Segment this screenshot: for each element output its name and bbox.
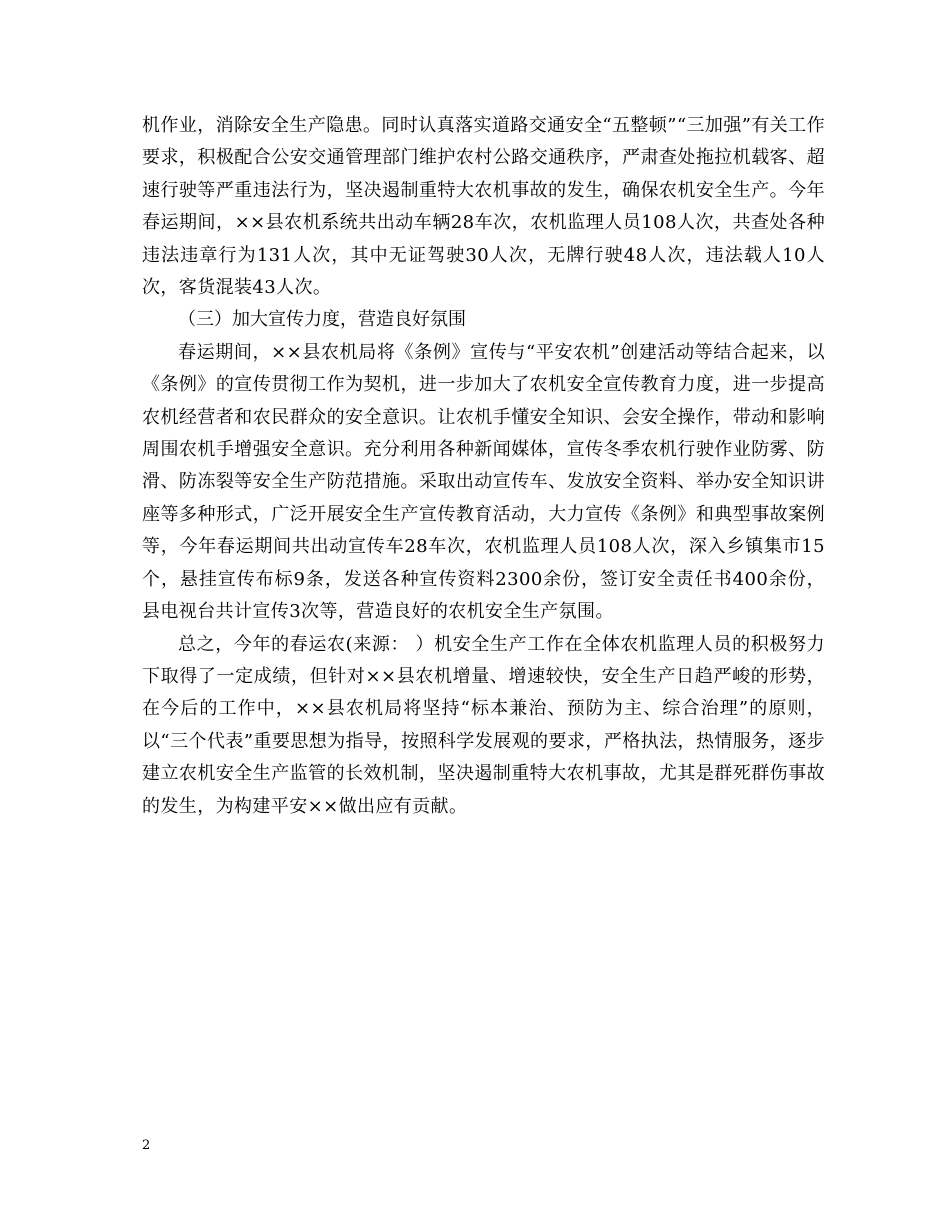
section-heading: （三）加大宣传力度，营造良好氛围 — [178, 309, 466, 331]
document-body — [142, 110, 825, 823]
paragraph-publicity: 春运期间，××县农机局将《条例》宣传与“平安农机”创建活动等结合起来，以《条例》的宣传贯彻工作为契机，进一步加大了农机安全宣传教育力度，进一步提高农机经营者和农民群众的安全意识。让农机手懂安全知识、会安全操作，带动和影响周围农机手增强安全意识。充分利用各种新闻媒体，宣传冬季农机行驶作业防雾、防滑、防冻裂等安全生产防范措施。采取出动宣传车、发放安全资料、举办安全知识讲座等多种形式，广泛开展安全生产宣传教育活动，大力宣传《条例》和典型事故案例等，今年春运期间共出动宣传车28车次，农机监理人员108人次，深入乡镇集市15个，悬挂宣传布标9条，发送各种宣传资料2300余份，签订安全责任书400余份，县电视台共计宣传3次等，营造良好的农机安全生产氛围。 — [142, 341, 825, 623]
paragraph-continuation: 机作业，消除安全生产隐患。同时认真落实道路交通安全“五整顿”“三加强”有关工作要求，积极配合公安交通管理部门维护农村公路交通秩序，严肃查处拖拉机载客、超速行驶等严重违法行为，坚决遏制重特大农机事故的发生，确保农机安全生产。今年春运期间，××县农机系统共出动车辆28车次，农机监理人员108人次，共查处各种违法违章行为131人次，其中无证驾驶30人次，无牌行驶48人次，违法载人10人次，客货混装43人次。 — [142, 115, 825, 299]
paragraph-summary: 总之，今年的春运农(来源： ）机安全生产工作在全体农机监理人员的积极努力下取得了一定成绩，但针对××县农机增量、增速较快，安全生产日趋严峻的形势，在今后的工作中，××县农机局将坚持“标本兼治、预防为主、综合治理”的原则，以“三个代表”重要思想为指导，按照科学发展观的要求，严格执法，热情服务，逐步建立农机安全生产监管的长效机制，坚决遏制重特大农机事故，尤其是群死群伤事故的发生，为构建平安××做出应有贡献。 — [142, 633, 825, 817]
page-number: 2 — [142, 1138, 151, 1153]
